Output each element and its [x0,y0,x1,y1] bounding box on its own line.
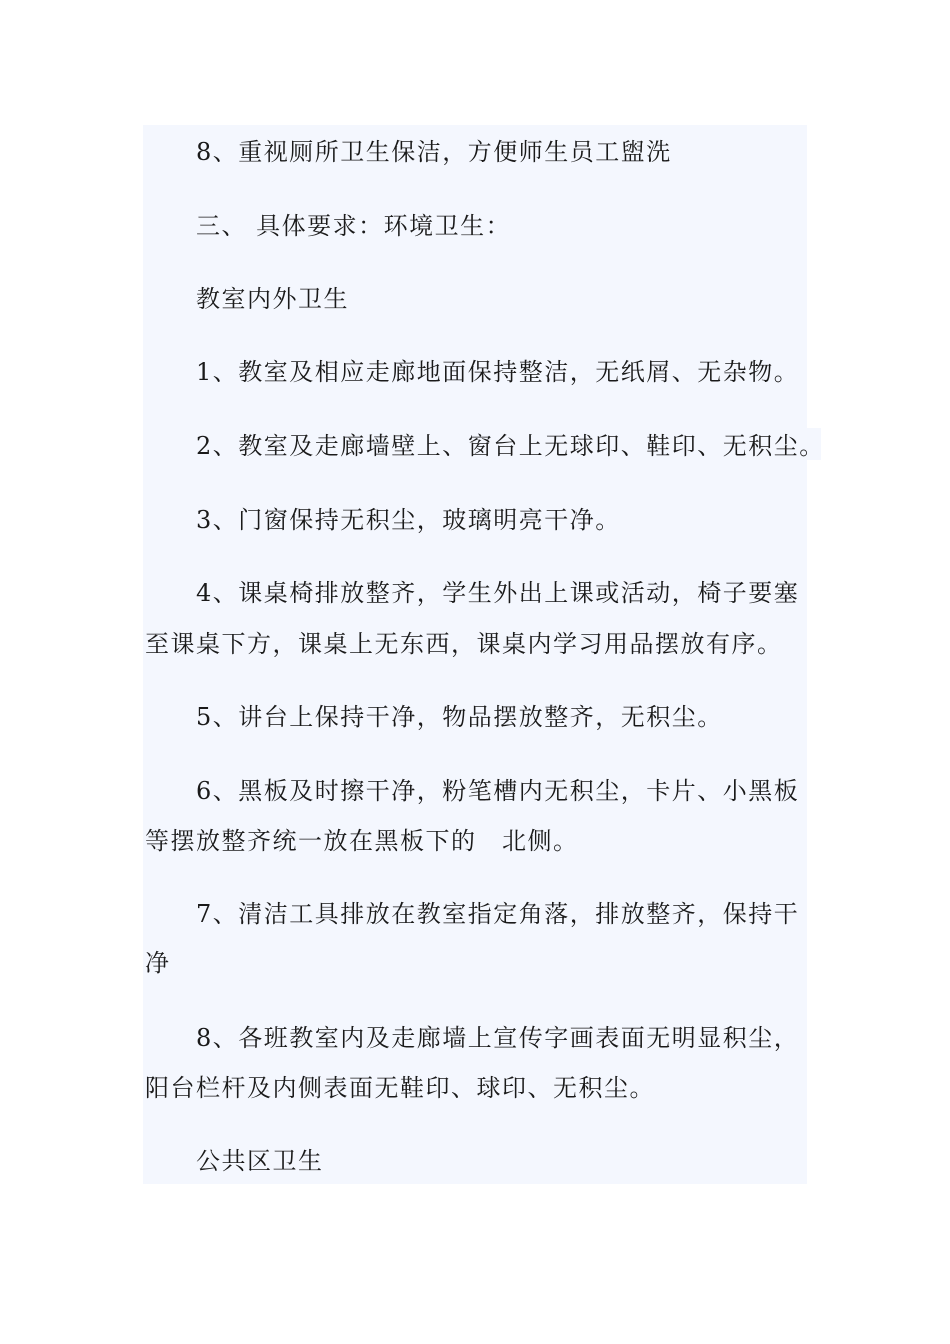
subheading-classroom: 教室内外卫生 [196,285,349,313]
classroom-item-4-line2: 至课桌下方，课桌上无东西，课桌内学习用品摆放有序。 [145,630,783,658]
classroom-item-6-line2: 等摆放整齐统一放在黑板下的 北侧。 [145,827,579,855]
classroom-item-7-line1: 7、清洁工具排放在教室指定角落，排放整齐，保持干 [196,900,800,928]
classroom-item-6-line1: 6、黑板及时擦干净，粉笔槽内无积尘，卡片、小黑板 [196,777,800,805]
classroom-item-8-line2: 阳台栏杆及内侧表面无鞋印、球印、无积尘。 [145,1074,655,1102]
section-heading-requirements: 三、 具体要求：环境卫生： [196,212,512,240]
classroom-item-3: 3、门窗保持无积尘，玻璃明亮干净。 [196,506,621,534]
classroom-item-7-line2: 净 [145,949,171,977]
classroom-item-5: 5、讲台上保持干净，物品摆放整齐，无积尘。 [196,703,723,731]
classroom-item-1: 1、教室及相应走廊地面保持整洁，无纸屑、无杂物。 [196,358,800,386]
subheading-public-area: 公共区卫生 [196,1147,324,1175]
classroom-item-2: 2、教室及走廊墙壁上、窗台上无球印、鞋印、无积尘。 [196,432,825,460]
classroom-item-8-line1: 8、各班教室内及走廊墙上宣传字画表面无明显积尘， [196,1024,800,1052]
classroom-item-4-line1: 4、课桌椅排放整齐，学生外出上课或活动，椅子要塞 [196,579,800,607]
item-toilet-cleaning: 8、重视厕所卫生保洁，方便师生员工盥洗 [196,138,672,166]
